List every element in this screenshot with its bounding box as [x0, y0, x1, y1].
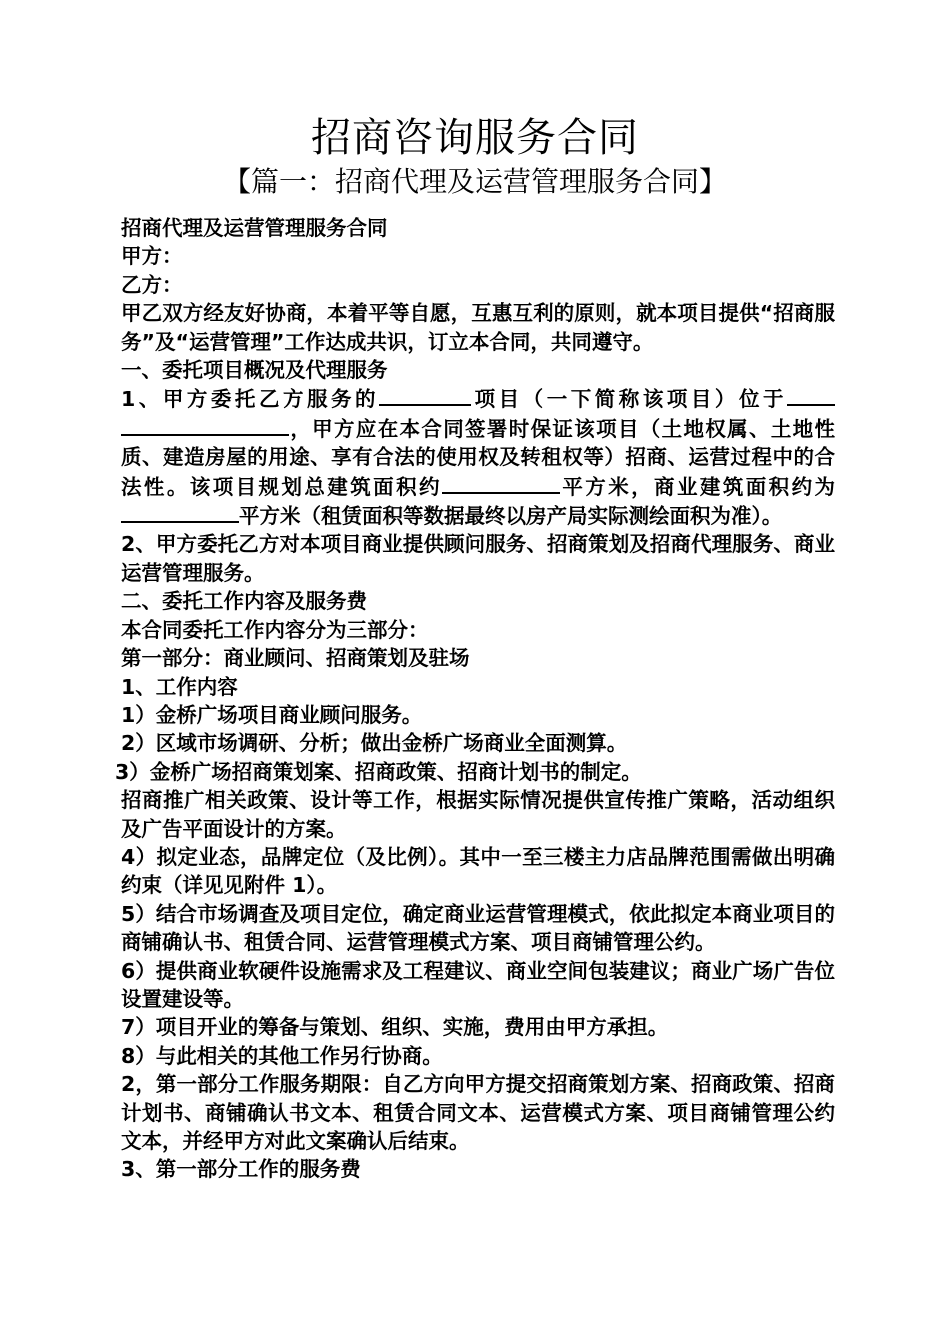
blank-total-area: [442, 472, 560, 494]
section-1-paragraph-1: [115, 384, 835, 530]
section-1-title: 一、委托项目概况及代理服务: [121, 358, 388, 383]
blank-project-name: [379, 384, 471, 406]
item-1-title: 1、工作内容: [121, 674, 238, 699]
blank-location: [787, 384, 835, 406]
section-2-title: 二、委托工作内容及服务费: [121, 589, 367, 614]
blank-commercial-area: [121, 501, 239, 523]
text-segment: 平方米（租赁面积等数据最终以房产局实际测绘面积为准）。: [239, 504, 783, 529]
section-2-intro: 本合同委托工作内容分为三部分：: [121, 617, 429, 642]
section-1-paragraph-2: 2、甲方委托乙方对本项目商业提供顾问服务、招商策划及招商代理服务、商业运营管理服务。: [121, 532, 835, 585]
party-b-label: 乙方：: [121, 272, 183, 297]
party-a-label: 甲方：: [121, 244, 183, 269]
item-1-6: 6）提供商业软硬件设施需求及工程建议、商业空间包装建议；商业广场广告位设置建设等。: [121, 958, 835, 1011]
text-segment: 平方米，商业建筑面积约为: [559, 474, 836, 499]
item-3-title: 3、第一部分工作的服务费: [121, 1157, 361, 1182]
text-segment: 1、甲方委托乙方服务的: [121, 387, 380, 412]
item-1-5: 5）结合市场调查及项目定位，确定商业运营管理模式，依此拟定本商业项目的商铺确认书、租赁合同、运营管理模式方案、项目商铺管理公约。: [121, 901, 835, 955]
document-title: 招商咨询服务合同: [311, 115, 639, 161]
contract-body: [115, 214, 835, 1184]
item-2: 2，第一部分工作服务期限：自乙方向甲方提交招商策划方案、招商政策、招商计划书、商铺确认书文本、租赁合同文本、运营模式方案、项目商铺管理公约文本，并经甲方对此文案确认后结束。: [121, 1072, 835, 1153]
part-1-title: 第一部分：商业顾问、招商策划及驻场: [121, 646, 470, 671]
item-1-2: 2）区域市场调研、分析；做出金桥广场商业全面测算。: [121, 731, 628, 756]
blank-location-cont: [121, 414, 289, 436]
item-1-1: 1）金桥广场项目商业顾问服务。: [121, 702, 423, 727]
contract-heading: 招商代理及运营管理服务合同: [121, 216, 388, 240]
intro-paragraph: 甲乙双方经友好协商，本着平等自愿，互惠互利的原则，就本项目提供“招商服务”及“运营管理”工作达成共识，订立本合同，共同遵守。: [121, 301, 835, 354]
item-1-4: 4）拟定业态，品牌定位（及比例）。其中一至三楼主力店品牌范围需做出明确约束（详见见附件 1）。: [121, 844, 835, 898]
item-1-3: 3）金桥广场招商策划案、招商政策、招商计划书的制定。: [115, 759, 642, 784]
item-1-8: 8）与此相关的其他工作另行协商。: [121, 1043, 443, 1068]
item-1-7: 7）项目开业的筹备与策划、组织、实施，费用由甲方承担。: [121, 1015, 669, 1040]
text-segment: 项目（一下简称该项目）位于: [471, 387, 788, 412]
document-subtitle: 【篇一：招商代理及运营管理服务合同】: [222, 165, 727, 198]
item-1-3b: 招商推广相关政策、设计等工作，根据实际情况提供宣传推广策略，活动组织及广告平面设计的方案。: [121, 788, 835, 841]
text-segment: ，甲方应在本合同签署时保证该项目（土地权属、土地性质、建造房屋的用途、享有合法的使用权及转租权等）招商、运营过程中的合法性。该项目规划总建筑面积约: [121, 416, 835, 499]
